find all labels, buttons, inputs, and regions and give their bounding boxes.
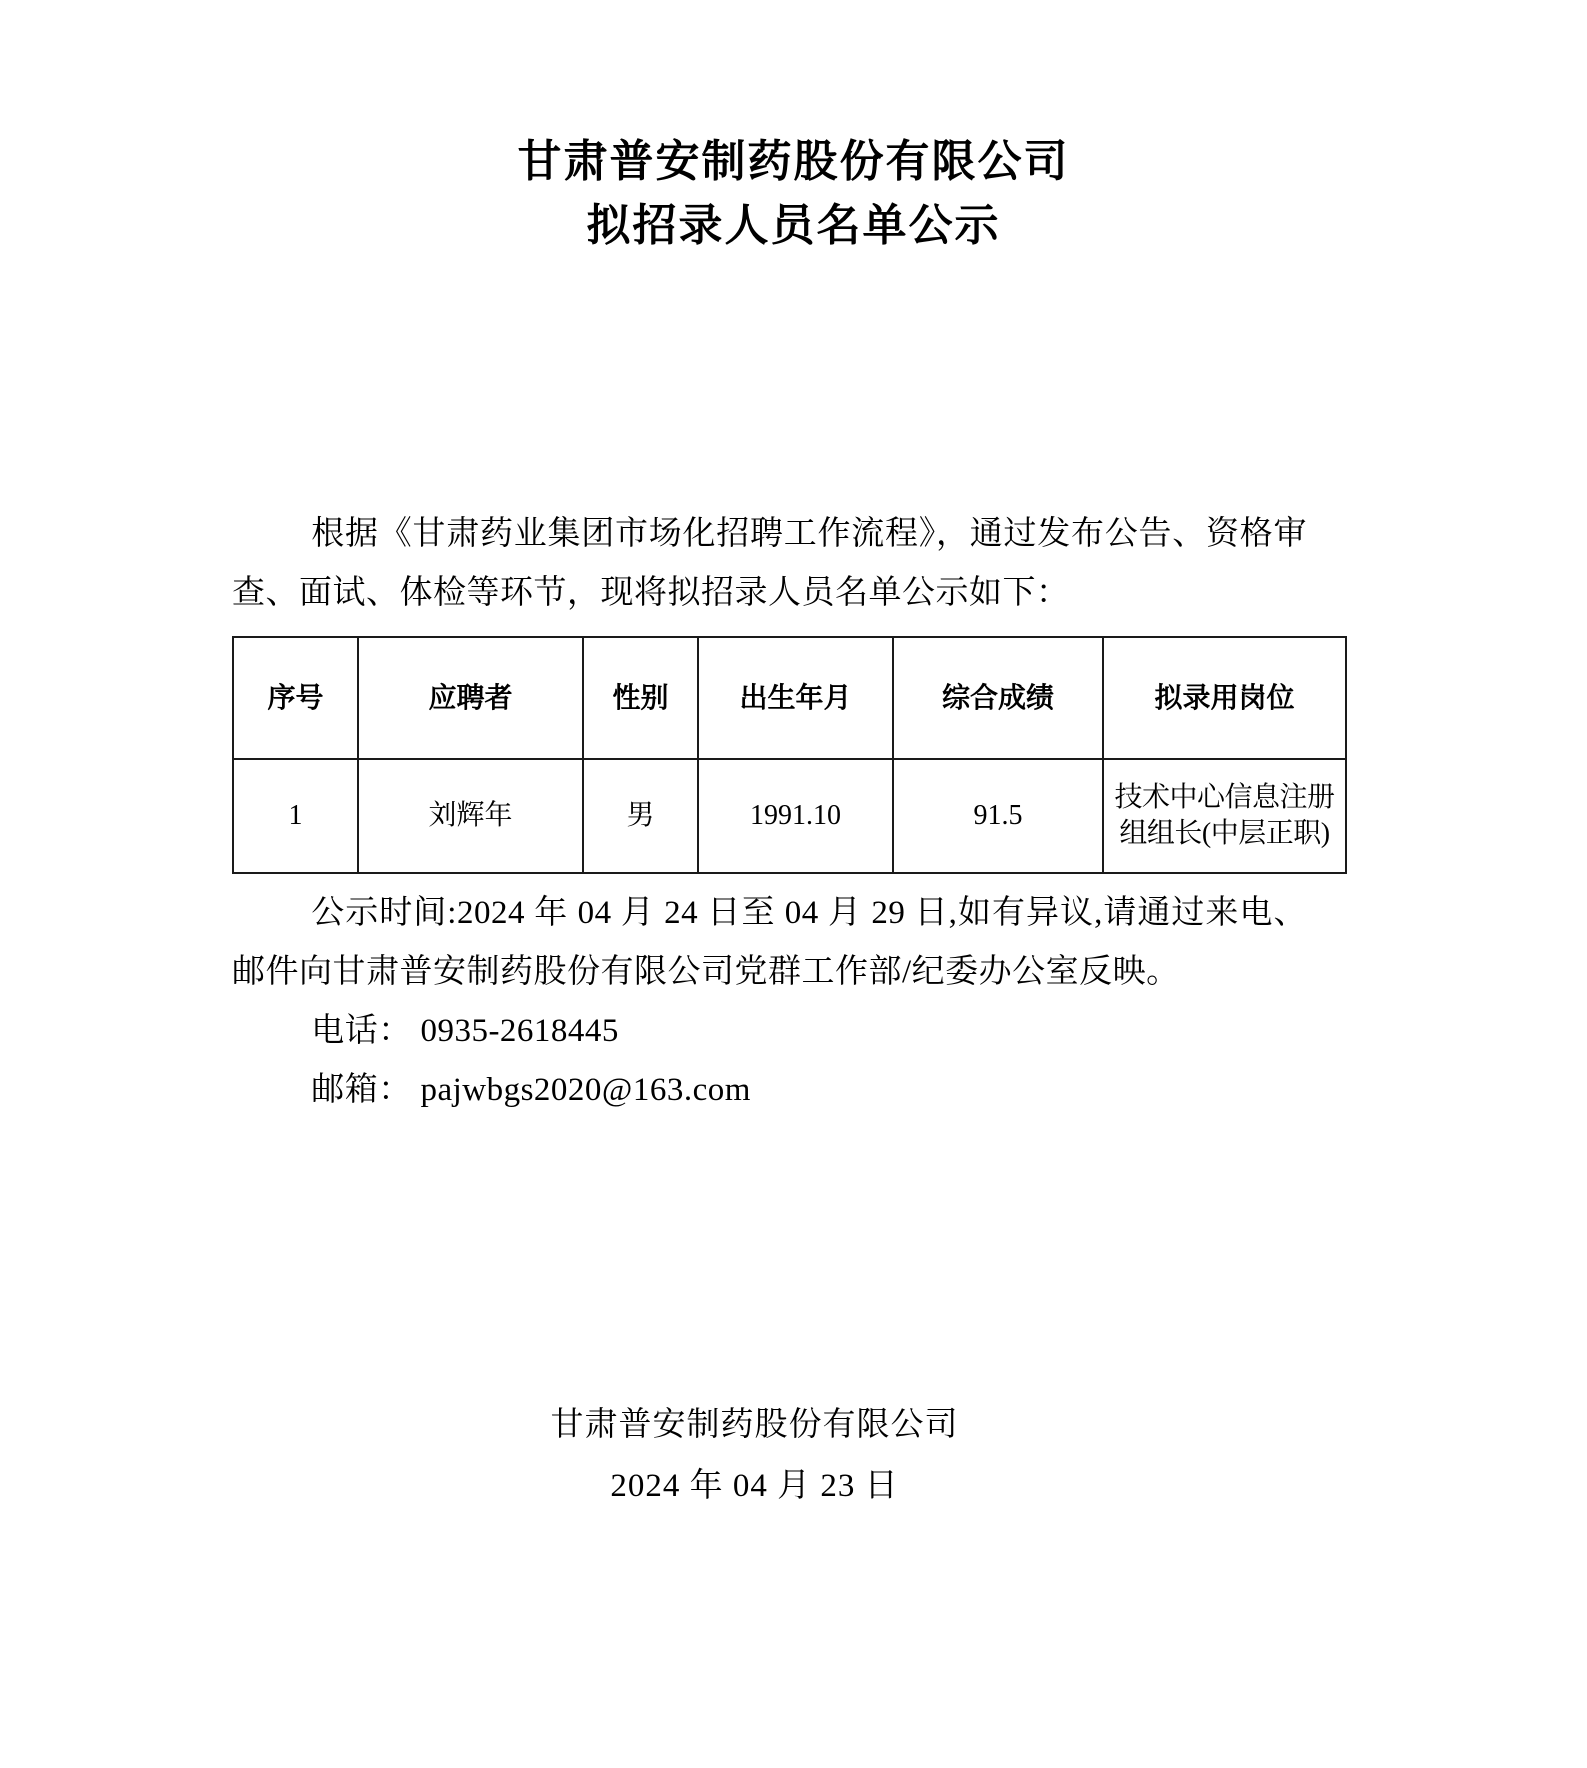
document-page — [0, 130, 1587, 1768]
table-header-no: 序号 — [233, 637, 358, 759]
cell-post: 技术中心信息注册组组长(中层正职) — [1103, 759, 1346, 873]
page-title — [0, 130, 1587, 258]
cell-birth: 1991.10 — [698, 759, 893, 873]
phone-line: 电话： 0935-2618445 — [311, 1012, 619, 1049]
table-header-applicant: 应聘者 — [358, 637, 583, 759]
table-header-score: 综合成绩 — [893, 637, 1103, 759]
table-header-gender: 性别 — [583, 637, 698, 759]
signature-company: 甘肃普安制药股份有限公司 — [550, 1407, 959, 1443]
signature-block — [232, 1395, 1307, 1517]
title-line-subject: 拟招录人员名单公示 — [586, 200, 1001, 250]
intro-paragraph: 根据《甘肃药业集团市场化招聘工作流程》，通过发布公告、资格审查、面试、体检等环节，现将拟招录人员名单公示如下： — [232, 516, 1307, 611]
email-line: 邮箱： pajwbgs2020@163.com — [311, 1071, 751, 1108]
cell-no: 1 — [233, 759, 358, 873]
candidate-table — [232, 636, 1347, 874]
table-header-post: 拟录用岗位 — [1103, 637, 1346, 759]
table-header-birth: 出生年月 — [698, 637, 893, 759]
table-row — [233, 759, 1346, 873]
notice-paragraph: 公示时间:2024 年 04 月 24 日至 04 月 29 日,如有异议,请通过来电、邮件向甘肃普安制药股份有限公司党群工作部/纪委办公室反映。 — [232, 895, 1307, 991]
table-header-row — [233, 637, 1346, 759]
document-body — [232, 505, 1335, 1119]
cell-gender: 男 — [583, 759, 698, 873]
cell-applicant: 刘辉年 — [358, 759, 583, 873]
cell-score: 91.5 — [893, 759, 1103, 873]
title-line-company: 甘肃普安制药股份有限公司 — [517, 137, 1070, 186]
signature-date: 2024 年 04 月 23 日 — [610, 1468, 899, 1505]
